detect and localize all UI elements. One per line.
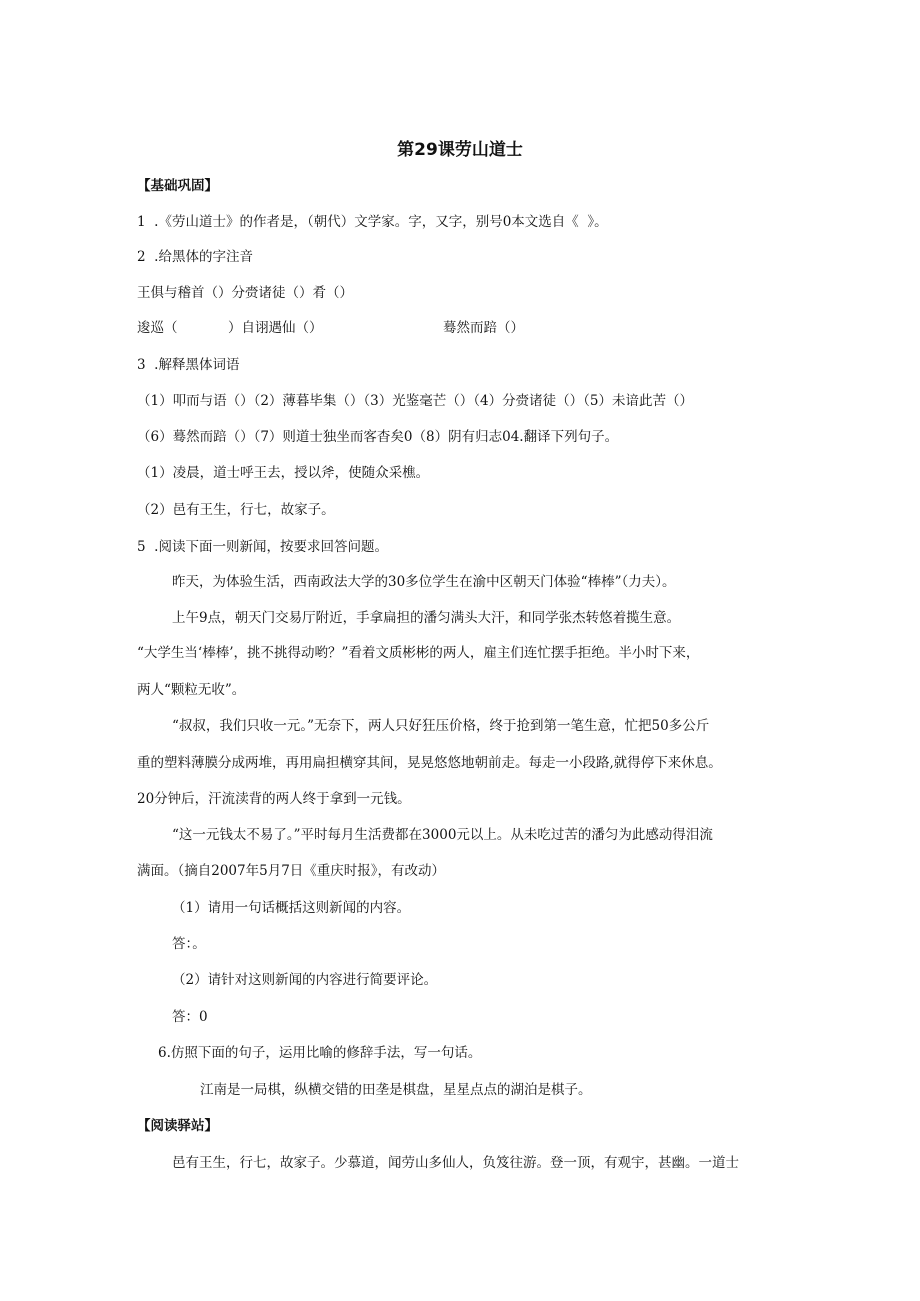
question-3-line-1: （1）叩而与语（）（2）薄暮毕集（）（3）光鉴毫芒（）（4）分赍诸徒（）（5）未谙此苦（）	[137, 393, 693, 409]
question-4-sentence-2: （2）邑有王生，行七，故家子。	[137, 502, 335, 518]
question-5: 5 .阅读下面一则新闻，按要求回答问题。	[137, 539, 388, 555]
question-5-part-2: （2）请针对这则新闻的内容进行简要评论。	[172, 972, 438, 988]
question-2-line-2a: 逡巡（	[137, 320, 178, 336]
question-6-example: 江南是一局棋，纵横交错的田垄是棋盘，星星点点的湖泊是棋子。	[200, 1082, 592, 1098]
news-paragraph-1: 昨天，为体验生活，西南政法大学的30多位学生在渝中区朝天门体验“棒棒”（力夫）。	[172, 574, 676, 590]
section-heading-reading: 【阅读驿站】	[137, 1118, 218, 1134]
question-2-line-2c: 蓦然而踣（）	[443, 320, 524, 336]
question-2-line-2b: ）自诩遇仙（）	[228, 320, 323, 336]
question-2-line-1: 王俱与稽首（）分赍诸徒（）肴（）	[137, 285, 353, 301]
news-paragraph-4-line-2: 重的塑料薄膜分成两堆，再用扁担横穿其间，晃晃悠悠地朝前走。每走一小段路,就得停下来休息。	[137, 755, 722, 771]
news-paragraph-5-line-2: 满面。（摘自2007年5月7日《重庆时报》，有改动）	[137, 863, 446, 879]
section-heading-basic: 【基础巩固】	[137, 178, 218, 194]
news-paragraph-4-line-3: 20分钟后，汗流渎背的两人终于拿到一元钱。	[137, 791, 411, 807]
news-paragraph-4-line-1: “叔叔，我们只收一元。”无奈下，两人只好狂压价格，终于抢到第一笔生意，忙把50多公斤	[172, 718, 710, 734]
news-paragraph-3-line-2: 两人“颗粒无收”。	[137, 682, 246, 698]
question-1: 1 .《劳山道士》的作者是，（朝代）文学家。字，又字，别号0本文选自《 》。	[137, 214, 608, 230]
news-paragraph-5-line-1: “这一元钱太不易了。”平时每月生活费都在3000元以上。从未吃过苦的潘匀为此感动得泪流	[172, 827, 713, 843]
question-4-sentence-1: （1）凌晨，道士呼王去，授以斧，使随众采樵。	[137, 465, 430, 481]
question-2: 2 .给黑体的字注音	[137, 249, 253, 265]
question-6: 6.仿照下面的句子，运用比喻的修辞手法，写一句话。	[158, 1045, 482, 1061]
reading-passage: 邑有王生，行七，故家子。少慕道，闻劳山多仙人，负笈往游。登一顶，有观宇，甚幽。一道士	[172, 1155, 739, 1171]
news-paragraph-3-line-1: “大学生当‘棒棒’，挑不挑得动哟？”看着文质彬彬的两人，雇主们连忙摆手拒绝。半小时下来，	[137, 645, 700, 661]
answer-5-part-1: 答：。	[172, 936, 206, 952]
question-5-part-1: （1）请用一句话概括这则新闻的内容。	[172, 900, 411, 916]
question-3-line-2: （6）蓦然而踣（）（7）则道士独坐而客杳矣0（8）阴有归志04.翻译下列句子。	[137, 429, 619, 445]
answer-5-part-2: 答：0	[172, 1009, 208, 1025]
question-3: 3 .解释黑体词语	[137, 357, 240, 373]
page-title: 第29课劳山道士	[397, 140, 523, 160]
news-paragraph-2: 上午9点，朝天门交易厅附近，手拿扁担的潘匀满头大汗，和同学张杰转悠着揽生意。	[172, 610, 681, 626]
